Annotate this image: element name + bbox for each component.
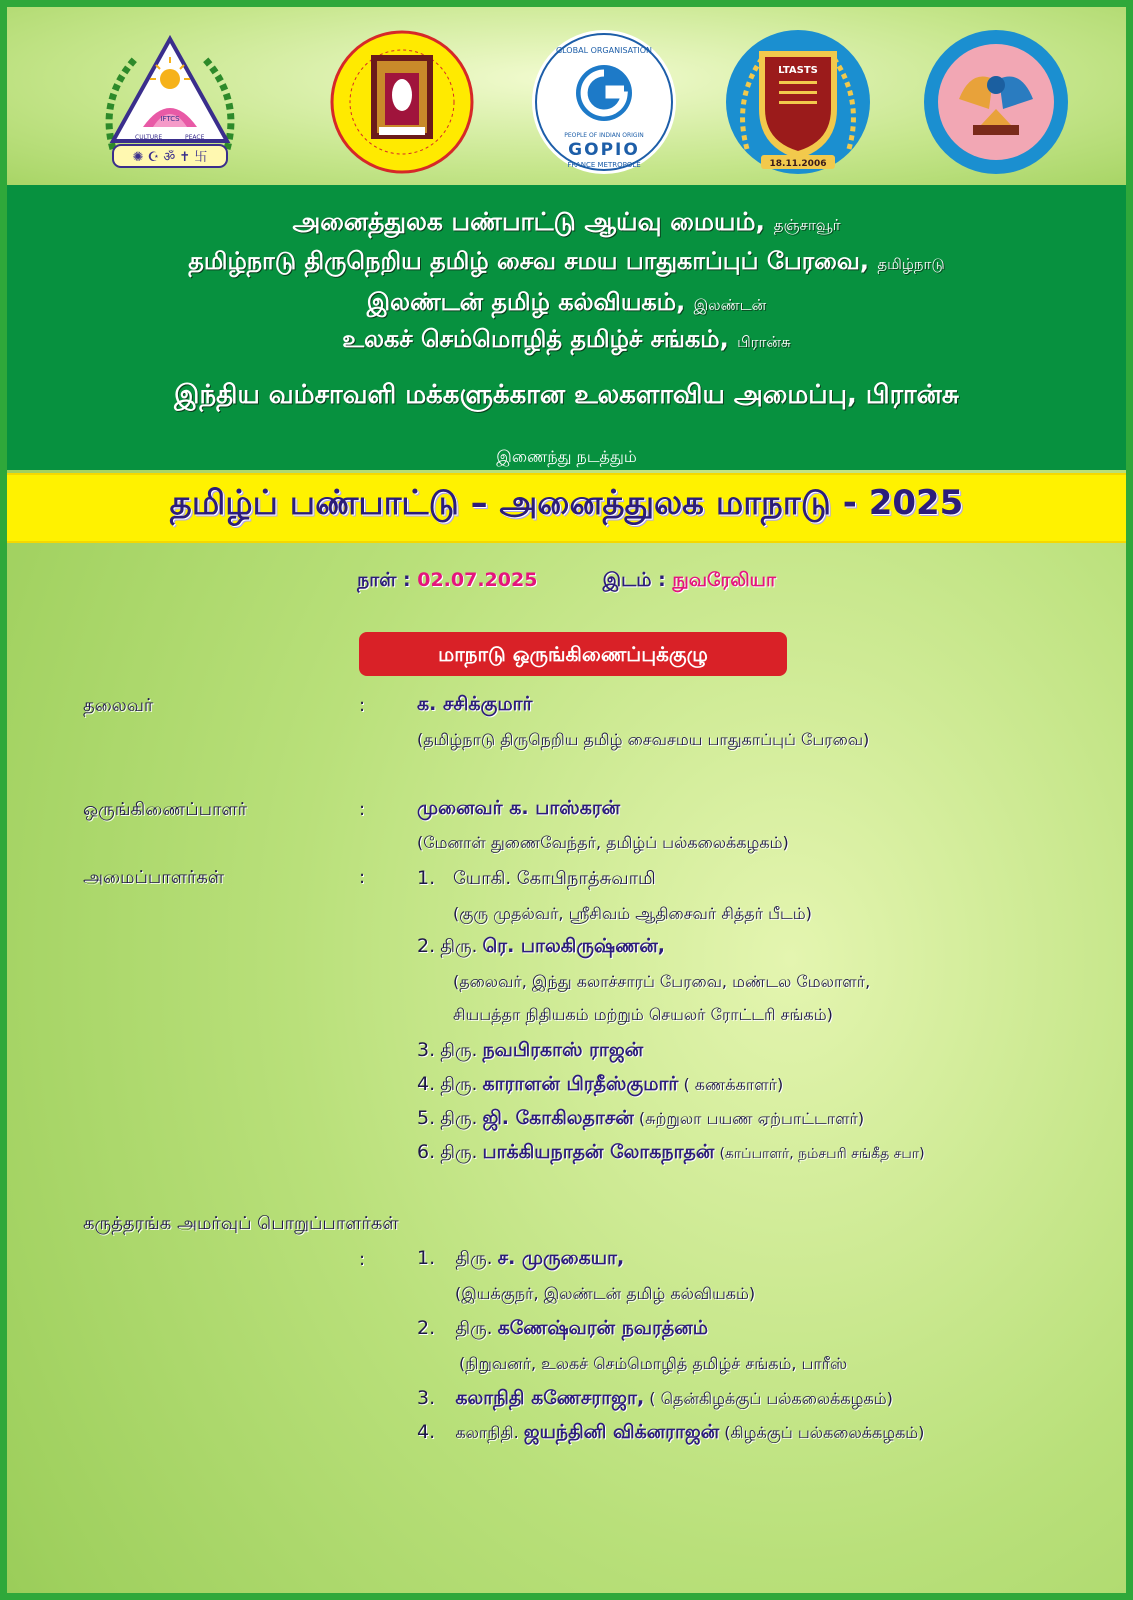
organisation-3 [7,288,1126,319]
organiser-2-desc-2: சியபத்தா நிதியகம் மற்றும் செயலர் ரோட்டரி சங்கம்) [453,1005,833,1024]
seminar-2-num: 2. [417,1317,436,1339]
ltasts-date: 18.11.2006 [769,159,827,169]
organiser-5-note: (சுற்றுலா பயண ஏற்பாட்டாளர்) [638,1109,865,1128]
seminar-3 [417,1387,893,1412]
organiser-5-prefix: திரு. [440,1108,478,1129]
seminar-1-name: ச. முருகையா, [497,1247,625,1269]
org-5-name: இந்திய வம்சாவளி மக்களுக்கான உலகளாவிய அமைப்பு, பிரான்சு [174,380,959,410]
organiser-2-prefix: திரு. [440,936,478,957]
organiser-4-note: ( கணக்காளர்) [683,1075,784,1094]
chair-colon: : [359,695,366,716]
organiser-6-prefix: திரு. [440,1142,478,1163]
seminar-1 [417,1247,624,1272]
organiser-2-num: 2. [417,935,436,957]
organiser-2-desc: (தலைவர், இந்து கலாச்சாரப் பேரவை, மண்டல மேலாளர், [453,972,871,991]
organiser-5-num: 5. [417,1107,436,1129]
seminar-1-desc: (இயக்குநர், இலண்டன் தமிழ் கல்வியகம்) [455,1284,756,1303]
organiser-1-num: 1. [417,867,436,889]
coordinator-desc: (மேனாள் துணைவேந்தர், தமிழ்ப் பல்கலைக்கழகம்) [417,833,789,852]
organiser-6-name: பாக்கியநாதன் லோகநாதன் [482,1141,715,1163]
jointly-organised-text: இணைந்து நடத்தும் [496,447,637,466]
org-3-name: இலண்டன் தமிழ் கல்வியகம், [366,288,686,316]
ltasts-name: LTASTS [778,65,818,76]
seminar-3-note: ( தென்கிழக்குப் பல்கலைக்கழகம்) [649,1389,893,1408]
organiser-6 [417,1141,925,1166]
org-1-name: அனைத்துலக பண்பாட்டு ஆய்வு மையம், [292,207,766,236]
org-2-place: தமிழ்நாடு [877,255,945,273]
organisation-2 [7,247,1126,278]
organiser-4-name: காராளன் பிரதீஸ்குமார் [482,1073,679,1095]
organisation-1 [7,207,1126,240]
committee-heading: மாநாடு ஒருங்கிணைப்புக்குழு [359,632,787,676]
seminar-4-name: ஜயந்தினி விக்னராஜன் [523,1421,720,1443]
organisation-5 [7,380,1126,413]
chair-desc: (தமிழ்நாடு திருநெறிய தமிழ் சைவசமய பாதுகாப்புப் பேரவை) [417,730,870,749]
coordinator-role: ஒருங்கிணைப்பாளர் [83,799,248,820]
world-tamil-classical-language-logo-icon [921,29,1071,175]
ltasts-shield-logo-icon [723,29,873,175]
seminar-1-num: 1. [417,1247,436,1269]
gopio-sub-text: PEOPLE OF INDIAN ORIGIN [564,132,644,139]
org-3-place: இலண்டன் [693,296,767,314]
seminar-4-note: (கிழக்குப் பல்கலைக்கழகம்) [724,1423,925,1442]
venue-value: நுவரேலியா [672,569,776,591]
logo-strip [7,7,1126,185]
organiser-3-prefix: திரு. [440,1040,478,1061]
logo-iftcs-text: IFTCS [160,115,180,123]
org-4-name: உலகச் செம்மொழித் தமிழ்ச் சங்கம், [342,325,729,353]
tamilnadu-thiruneriya-saiva-logo-icon [327,29,477,175]
organiser-4 [417,1073,783,1098]
organiser-2 [417,935,665,960]
organisers-colon: : [359,867,366,888]
venue-label: இடம் : [602,569,666,591]
seminar-1-prefix: திரு. [455,1248,493,1269]
org-1-place: தஞ்சாவூர் [773,216,841,234]
gopio-logo-icon [529,29,679,175]
seminar-3-num: 3. [417,1387,436,1409]
gopio-bottom-text: FRANCE METROPOLE [567,161,641,169]
seminar-2-prefix: திரு. [455,1318,493,1339]
date-venue-line [7,569,1126,594]
coordinator-colon: : [359,799,366,820]
organiser-3-num: 3. [417,1039,436,1061]
organiser-3 [417,1039,643,1064]
gopio-ring-text: GLOBAL ORGANISATION [555,46,653,55]
coordinator-name: முனைவர் க. பாஸ்கரன் [417,797,621,819]
logo-peace-text: PEACE [185,134,205,141]
seminar-3-name: கலாநிதி கணேசராஜா, [455,1387,645,1409]
chair-role: தலைவர் [83,695,154,716]
organiser-6-note: (காப்பாளர், நம்சபரி சங்கீத சபா) [719,1146,925,1162]
org-4-place: பிரான்சு [737,333,791,351]
seminar-4 [417,1421,924,1446]
date-value: 02.07.2025 [417,569,538,591]
chair-name: க. சசிக்குமார் [417,693,533,715]
iftcs-triangle-logo-icon [95,29,245,175]
conference-title: தமிழ்ப் பண்பாட்டு – அனைத்துலக மாநாடு - 2025 [169,483,964,523]
organiser-5-name: ஜி. கோகிலதாசன் [482,1107,634,1129]
organiser-5 [417,1107,864,1132]
svg-text:✺ ☪ ॐ ✝ 卐: ✺ ☪ ॐ ✝ 卐 [132,150,208,165]
organiser-2-name: ரெ. பாலகிருஷ்ணன், [482,935,666,957]
organiser-1-name: யோகி. கோபிநாத்சுவாமி [453,868,656,889]
seminar-4-prefix: கலாநிதி. [455,1423,519,1442]
seminar-2-desc: (நிறுவனர், உலகச் செம்மொழித் தமிழ்ச் சங்கம், பாரீஸ் [459,1354,848,1373]
organiser-3-name: நவபிரகாஸ் ராஜன் [482,1039,644,1061]
seminar-role: கருத்தரங்க அமர்வுப் பொறுப்பாளர்கள் [83,1213,399,1234]
organiser-6-num: 6. [417,1141,436,1163]
logo-culture-text: CULTURE [135,134,163,141]
seminar-2-name: கணேஷ்வரன் நவரத்னம் [497,1317,708,1339]
organiser-1-desc: (குரு முதல்வர், ஸ்ரீசிவம் ஆதிசைவர் சித்தர் பீடம்) [453,904,812,923]
seminar-4-num: 4. [417,1421,436,1443]
organisation-4 [7,325,1126,356]
seminar-2 [417,1317,708,1342]
organisers-role: அமைப்பாளர்கள் [83,867,225,888]
date-label: நாள் : [357,569,411,591]
seminar-colon: : [359,1249,366,1270]
organiser-4-prefix: திரு. [440,1074,478,1095]
gopio-name: GOPIO [568,140,640,160]
org-2-name: தமிழ்நாடு திருநெறிய தமிழ் சைவ சமய பாதுகாப்புப் பேரவை, [188,247,869,275]
organiser-4-num: 4. [417,1073,436,1095]
